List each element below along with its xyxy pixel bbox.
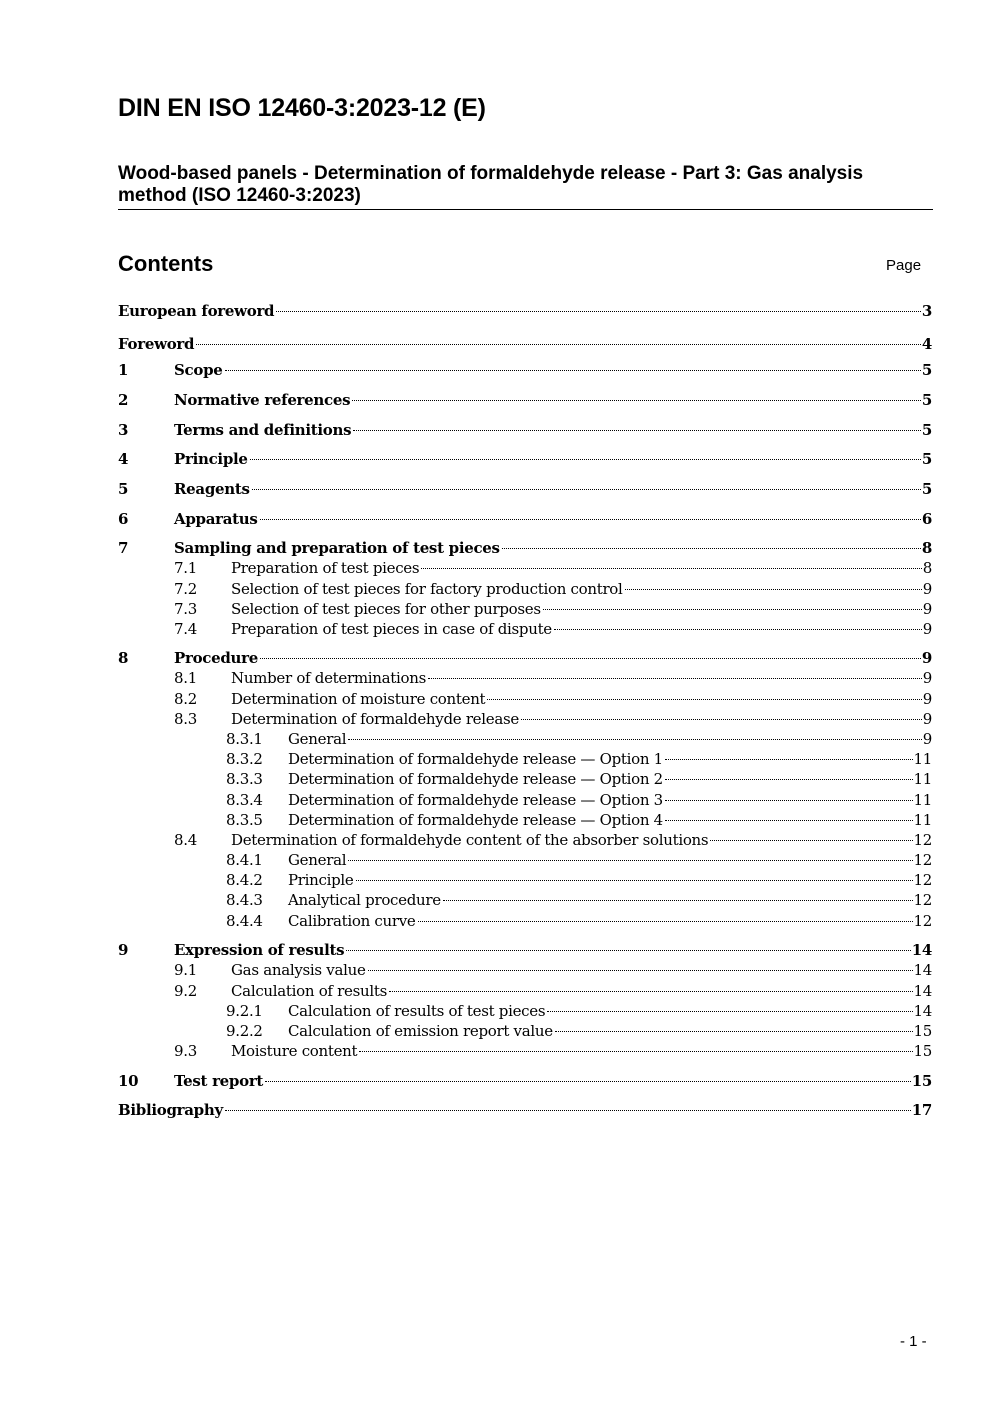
toc-leader-dots: [260, 519, 921, 520]
toc-entry-number: 8.3.2: [226, 750, 263, 768]
toc-entry-number: 8.3.5: [226, 811, 263, 829]
toc-entry[interactable]: [226, 750, 932, 772]
toc-entry-page: 14: [911, 941, 932, 959]
toc-entry[interactable]: [174, 559, 932, 581]
toc-entry-title: Terms and definitions: [174, 421, 352, 439]
toc-leader-dots: [418, 921, 913, 922]
toc-entry-page: 5: [921, 421, 932, 439]
toc-entry-title: Test report: [174, 1072, 264, 1090]
toc-entry-title: Expression of results: [174, 941, 345, 959]
toc-leader-dots: [368, 970, 913, 971]
toc-entry-number: 8.3.3: [226, 770, 263, 788]
toc-entry[interactable]: [118, 421, 932, 443]
toc-entry-title: Normative references: [174, 391, 351, 409]
toc-entry-title: General: [288, 730, 347, 748]
toc-entry-number: 7.4: [174, 620, 197, 638]
toc-entry-number: 5: [118, 480, 129, 498]
toc-entry-page: 9: [921, 649, 932, 667]
toc-leader-dots: [665, 800, 913, 801]
toc-entry[interactable]: [226, 791, 932, 813]
toc-leader-dots: [428, 678, 922, 679]
toc-entry[interactable]: [174, 1042, 932, 1064]
toc-entry[interactable]: [226, 770, 932, 792]
toc-entry-title: Determination of moisture content: [231, 690, 486, 708]
toc-leader-dots: [225, 1110, 911, 1111]
toc-leader-dots: [389, 991, 913, 992]
toc-entry-page: 9: [922, 669, 932, 687]
toc-leader-dots: [225, 370, 921, 371]
toc-entry-title: Moisture content: [231, 1042, 358, 1060]
toc-entry-page: 11: [913, 750, 932, 768]
toc-entry-page: 12: [913, 871, 932, 889]
toc-entry-number: 8: [118, 649, 129, 667]
toc-entry-page: 12: [913, 831, 932, 849]
toc-entry-title: Number of determinations: [231, 669, 426, 687]
toc-entry-title: Preparation of test pieces: [231, 559, 420, 577]
toc-entry-title: Calibration curve: [288, 912, 416, 930]
toc-entry[interactable]: [118, 450, 932, 472]
toc-entry[interactable]: [118, 649, 932, 671]
toc-entry[interactable]: [118, 480, 932, 502]
toc-entry-page: 15: [911, 1072, 932, 1090]
toc-entry-page: 5: [921, 391, 932, 409]
toc-entry-page: 11: [913, 791, 932, 809]
toc-entry-page: 4: [921, 335, 932, 353]
toc-entry[interactable]: [174, 669, 932, 691]
toc-leader-dots: [443, 900, 913, 901]
toc-leader-dots: [260, 658, 921, 659]
toc-entry[interactable]: [226, 891, 932, 913]
toc-entry-page: 14: [913, 961, 932, 979]
toc-entry[interactable]: [118, 391, 932, 413]
toc-leader-dots: [352, 400, 921, 401]
toc-entry-number: 8.3.1: [226, 730, 263, 748]
toc-entry-page: 9: [922, 600, 932, 618]
toc-entry-number: 8.4.4: [226, 912, 263, 930]
toc-entry-title: Preparation of test pieces in case of dispute: [231, 620, 552, 638]
toc-entry-number: 6: [118, 510, 129, 528]
toc-entry-number: 9.1: [174, 961, 197, 979]
toc-entry-page: 9: [922, 620, 932, 638]
toc-entry-page: 9: [922, 710, 932, 728]
toc-leader-dots: [543, 609, 922, 610]
toc-entry-number: 8.3.4: [226, 791, 263, 809]
toc-entry-number: 8.4.2: [226, 871, 263, 889]
toc-entry[interactable]: [118, 1072, 932, 1094]
toc-entry[interactable]: [174, 600, 932, 622]
toc-entry-title: Principle: [174, 450, 248, 468]
toc-entry[interactable]: [118, 510, 932, 532]
toc-entry-title: Determination of formaldehyde content of the absorber solutions: [231, 831, 709, 849]
toc-entry[interactable]: [226, 871, 932, 893]
contents-heading: Contents: [118, 251, 214, 276]
toc-entry[interactable]: [226, 851, 932, 873]
toc-entry-title: Principle: [288, 871, 354, 889]
toc-entry-title: Determination of formaldehyde release — Option 1: [288, 750, 663, 768]
toc-entry-page: 5: [921, 361, 932, 379]
page-number: - 1 -: [900, 1333, 927, 1350]
toc-entry-number: 9.2.2: [226, 1022, 263, 1040]
toc-entry-number: 9.2.1: [226, 1002, 263, 1020]
toc-entry-title: Sampling and preparation of test pieces: [174, 539, 500, 557]
toc-entry[interactable]: [226, 730, 932, 752]
toc-leader-dots: [625, 589, 922, 590]
toc-leader-dots: [265, 1081, 911, 1082]
document-id: DIN EN ISO 12460-3:2023-12 (E): [118, 94, 486, 122]
toc-entry-title: Calculation of results of test pieces: [288, 1002, 546, 1020]
toc-entry-title: Determination of formaldehyde release: [231, 710, 519, 728]
toc-leader-dots: [554, 629, 922, 630]
toc-entry-title: Foreword: [118, 335, 195, 353]
toc-entry[interactable]: [174, 580, 932, 602]
toc-leader-dots: [196, 344, 921, 345]
toc-entry-page: 11: [913, 811, 932, 829]
toc-entry[interactable]: [174, 982, 932, 1004]
toc-leader-dots: [487, 699, 921, 700]
toc-leader-dots: [665, 820, 913, 821]
toc-entry-number: 8.4.3: [226, 891, 263, 909]
toc-entry[interactable]: [118, 302, 932, 324]
toc-entry-number: 10: [118, 1072, 139, 1090]
toc-entry-page: 12: [913, 891, 932, 909]
toc-leader-dots: [353, 430, 921, 431]
toc-entry[interactable]: [174, 690, 932, 712]
toc-entry-title: Determination of formaldehyde release — Option 3: [288, 791, 663, 809]
toc-leader-dots: [348, 860, 912, 861]
toc-leader-dots: [665, 759, 913, 760]
toc-leader-dots: [348, 739, 922, 740]
toc-entry-page: 5: [921, 450, 932, 468]
toc-entry-title: Determination of formaldehyde release — Option 2: [288, 770, 663, 788]
toc-entry[interactable]: [226, 912, 932, 934]
toc-entry-page: 17: [911, 1101, 932, 1119]
page-column-heading: Page: [886, 257, 922, 274]
toc-entry-title: Analytical procedure: [288, 891, 441, 909]
toc-entry-page: 5: [921, 480, 932, 498]
toc-entry-title: Calculation of emission report value: [288, 1022, 553, 1040]
toc-entry[interactable]: [118, 361, 932, 383]
toc-leader-dots: [710, 840, 912, 841]
toc-entry-number: 8.4.1: [226, 851, 263, 869]
toc-entry[interactable]: [174, 710, 932, 732]
toc-leader-dots: [250, 459, 921, 460]
toc-leader-dots: [421, 568, 921, 569]
toc-entry-number: 7.2: [174, 580, 197, 598]
toc-entry-page: 9: [922, 690, 932, 708]
toc-entry-title: Scope: [174, 361, 223, 379]
toc-entry-number: 7.1: [174, 559, 197, 577]
toc-entry-title: General: [288, 851, 347, 869]
document-title: Wood-based panels - Determination of formaldehyde release - Part 3: Gas analysis method (ISO 12460-3:2023): [118, 163, 933, 210]
toc-entry-title: Reagents: [174, 480, 250, 498]
toc-entry[interactable]: [174, 620, 932, 642]
toc-leader-dots: [555, 1031, 913, 1032]
toc-entry-page: 15: [913, 1022, 932, 1040]
toc-leader-dots: [521, 719, 922, 720]
toc-entry-title: European foreword: [118, 302, 275, 320]
toc-entry-number: 2: [118, 391, 129, 409]
toc-entry[interactable]: [174, 961, 932, 983]
toc-entry-number: 9: [118, 941, 129, 959]
toc-entry[interactable]: [118, 941, 932, 963]
toc-entry[interactable]: [118, 539, 932, 561]
toc-entry-page: 12: [913, 912, 932, 930]
toc-entry-page: 8: [921, 539, 932, 557]
toc-entry-title: Gas analysis value: [231, 961, 366, 979]
toc-entry-title: Selection of test pieces for factory production control: [231, 580, 623, 598]
toc-leader-dots: [547, 1011, 912, 1012]
toc-entry[interactable]: [118, 335, 932, 357]
toc-entry-number: 8.3: [174, 710, 197, 728]
toc-leader-dots: [252, 489, 921, 490]
toc-entry-page: 9: [922, 730, 932, 748]
toc-entry-number: 8.1: [174, 669, 197, 687]
toc-entry-number: 7.3: [174, 600, 197, 618]
toc-entry-number: 3: [118, 421, 129, 439]
toc-leader-dots: [359, 1051, 912, 1052]
toc-entry-number: 8.2: [174, 690, 197, 708]
toc-entry-title: Determination of formaldehyde release — Option 4: [288, 811, 663, 829]
toc-entry-number: 9.2: [174, 982, 197, 1000]
toc-entry-title: Selection of test pieces for other purposes: [231, 600, 541, 618]
toc-entry-title: Calculation of results: [231, 982, 387, 1000]
toc-entry-page: 3: [921, 302, 932, 320]
toc-entry[interactable]: [174, 831, 932, 853]
toc-entry-page: 11: [913, 770, 932, 788]
toc-entry-number: 8.4: [174, 831, 197, 849]
toc-entry[interactable]: [226, 1002, 932, 1024]
toc-entry-number: 4: [118, 450, 129, 468]
toc-entry-title: Apparatus: [174, 510, 258, 528]
toc-entry-page: 6: [921, 510, 932, 528]
toc-entry-title: Procedure: [174, 649, 259, 667]
toc-leader-dots: [665, 779, 913, 780]
toc-entry[interactable]: [226, 811, 932, 833]
toc-entry[interactable]: [118, 1101, 932, 1123]
toc-leader-dots: [356, 880, 913, 881]
toc-leader-dots: [502, 548, 921, 549]
toc-leader-dots: [346, 950, 910, 951]
toc-entry[interactable]: [226, 1022, 932, 1044]
toc-entry-number: 7: [118, 539, 129, 557]
toc-entry-number: 1: [118, 361, 129, 379]
toc-entry-page: 12: [913, 851, 932, 869]
toc-entry-number: 9.3: [174, 1042, 197, 1060]
toc-entry-page: 14: [913, 1002, 932, 1020]
toc-entry-page: 8: [922, 559, 932, 577]
toc-entry-page: 14: [913, 982, 932, 1000]
toc-entry-page: 9: [922, 580, 932, 598]
toc-entry-page: 15: [913, 1042, 932, 1060]
toc-leader-dots: [276, 311, 921, 312]
toc-entry-title: Bibliography: [118, 1101, 223, 1119]
